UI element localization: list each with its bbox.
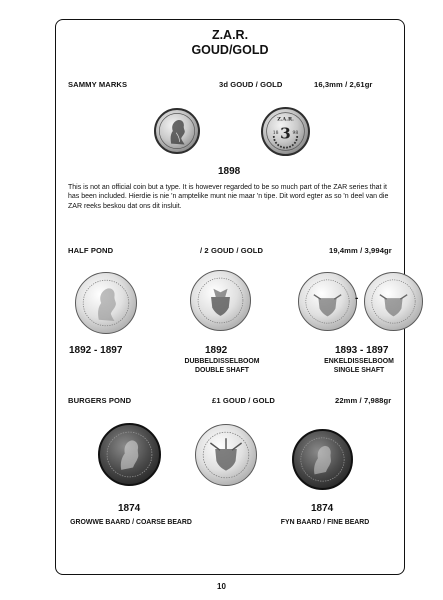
sammy-marks-specs: 16,3mm / 2,61gr [314, 80, 373, 89]
wreath-icon [263, 109, 308, 154]
half-pond-single-shaft-obverse-coin-image [298, 272, 357, 331]
sammy-marks-denomination: 3d GOUD / GOLD [219, 80, 283, 89]
portrait-icon [100, 425, 159, 484]
coat-of-arms-icon [365, 273, 422, 330]
half-pond-caption-3-year: 1893 - 1897 [335, 345, 389, 356]
sammy-marks-obverse-coin-image [154, 108, 200, 154]
burgers-pond-caption-2-label: FYN BAARD / FINE BEARD [280, 519, 370, 526]
portrait-icon [156, 110, 198, 152]
sammy-marks-description: This is not an official coin but a type. It is however regarded to be so much part of the ZAR series that it has been included. Hierdie is nie 'n amptelike munt nie maar 'n tipe. Dit word egter as so 'n deel van die ZAR reeks beskou dat ons dit insluit. [68, 184, 389, 210]
burgers-pond-coarse-beard-coin-image [98, 423, 161, 486]
sammy-marks-heading: SAMMY MARKS [68, 80, 128, 89]
sammy-marks-year: 1898 [218, 166, 241, 177]
page-title-line2: GOUD/GOLD [191, 43, 269, 57]
half-pond-caption-3-line1: ENKELDISSELBOOM [324, 358, 394, 365]
burgers-pond-caption-2-year: 1874 [311, 503, 334, 514]
coat-of-arms-icon [299, 273, 359, 330]
half-pond-caption-2-line1: DUBBELDISSELBOOM [184, 358, 260, 365]
sammy-marks-reverse-coin-image [261, 107, 310, 156]
page-title-line1: Z.A.R. [211, 28, 249, 42]
half-pond-caption-2-line2: DOUBLE SHAFT [195, 367, 249, 374]
burgers-pond-caption-1-label: GROWWE BAARD / COARSE BEARD [70, 519, 192, 526]
coat-of-arms-icon [191, 271, 250, 330]
half-pond-denomination: / 2 GOUD / GOLD [200, 246, 264, 255]
half-pond-double-shaft-coin-image [190, 270, 251, 331]
burgers-pond-heading: BURGERS POND [68, 396, 132, 405]
page-number: 10 [217, 582, 226, 591]
single-shaft-separator: - [355, 293, 359, 304]
reverse-year-right-text: 98 [292, 131, 299, 137]
portrait-icon [294, 431, 351, 488]
half-pond-specs: 19,4mm / 3,994gr [329, 246, 392, 255]
reverse-year-left-text: 18 [272, 131, 279, 137]
coat-of-arms-icon [196, 425, 256, 485]
half-pond-caption-2-year: 1892 [205, 345, 228, 356]
burgers-pond-caption-1-year: 1874 [118, 503, 141, 514]
half-pond-heading: HALF POND [68, 246, 114, 255]
burgers-pond-specs: 22mm / 7,988gr [335, 396, 392, 405]
half-pond-obverse-coin-image [75, 272, 137, 334]
half-pond-caption-1-year: 1892 - 1897 [69, 345, 123, 356]
portrait-icon [76, 273, 136, 333]
half-pond-single-shaft-reverse-coin-image [364, 272, 423, 331]
reverse-legend-text: Z.A.R. [277, 116, 294, 123]
burgers-pond-fine-beard-coin-image [292, 429, 353, 490]
burgers-pond-reverse-coin-image [195, 424, 257, 486]
reverse-value-text: 3 [280, 124, 291, 143]
burgers-pond-denomination: £1 GOUD / GOLD [212, 396, 276, 405]
half-pond-caption-3-line2: SINGLE SHAFT [333, 367, 385, 374]
